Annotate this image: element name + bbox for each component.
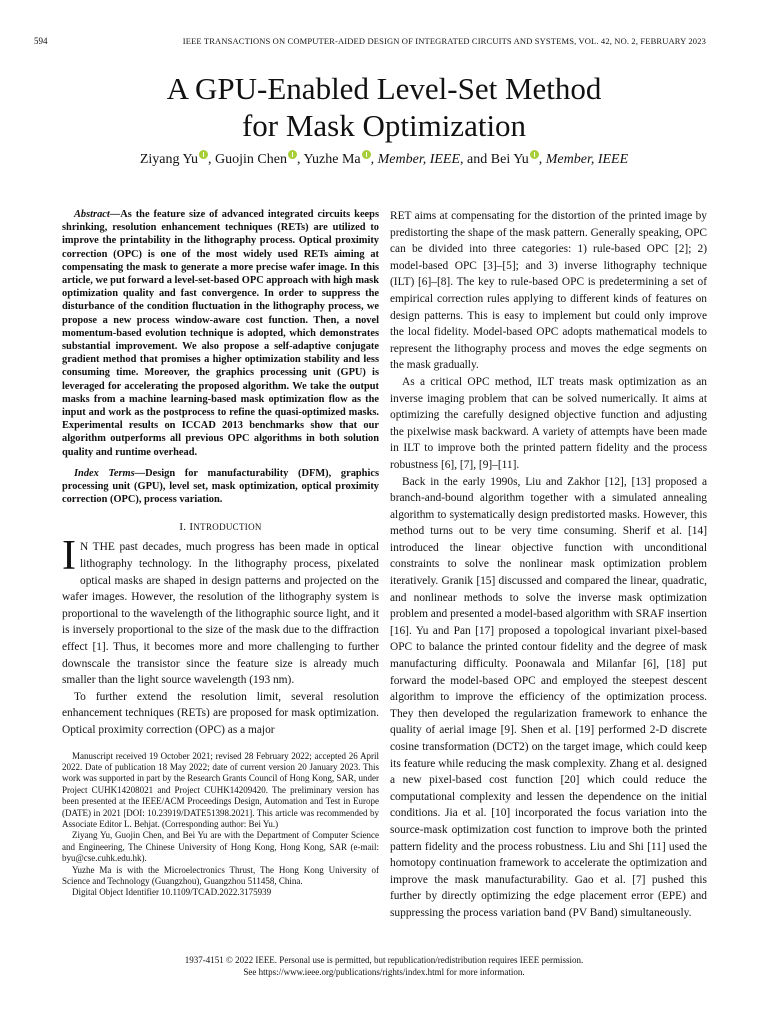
index-terms [62,467,379,507]
index-terms-label: Index Terms— [74,467,146,479]
abstract [62,208,379,459]
author-conjunction: and [467,152,488,167]
footnote-manuscript: Manuscript received 19 October 2021; revised 28 February 2022; accepted 26 April 2022. Date of publication 18 May 2022; date of current version 20 January 2023. This work was supported in part by the Research Grants Council of Hong Kong, SAR, under Project CUHK14208021 and Project CUHK14209420. The preliminary version has been presented at the IEEE/ACM Proceedings Design, Automation and Test in Europe (DATE) in 2021 [DOI: 10.23919/DATE51398.2021]. This article was recommended by Associate Editor L. Behjat. (Corresponding author: Bei Yu.) [62,750,379,830]
section-heading [62,521,379,533]
section-title-first: I [189,521,194,534]
title-line-1: A GPU-Enabled Level-Set Method [166,71,602,106]
paper-title [0,70,768,144]
footnotes [62,751,379,899]
index-terms-text: Design for manufacturability (DFM), graphics processing unit (GPU), level set, mask optimization, optical proximity correction (OPC), process variation. [62,467,379,506]
author-1: Ziyang Yu [139,152,199,167]
orcid-icon[interactable] [288,150,297,159]
page-number: 594 [34,36,48,46]
title-line-2: for Mask Optimization [241,108,527,143]
copyright-line: 1937-4151 © 2022 IEEE. Personal use is permitted, but republication/redistribution requires IEEE permission. [184,955,584,965]
footnote-affiliation-2: Yuzhe Ma is with the Microelectronics Thrust, The Hong Kong University of Science and Technology (Guangzhou), Guangzhou 511458, China. [62,864,379,887]
author-2: Guojin Chen [215,152,287,167]
journal-header: IEEE TRANSACTIONS ON COMPUTER-AIDED DESIGN OF INTEGRATED CIRCUITS AND SYSTEMS, VOL. 42, NO. 2, FEBRUARY 2023 [182,36,706,46]
author-3-role: Member, IEEE [377,152,461,167]
drop-cap: I [62,533,76,580]
footnote-doi: Digital Object Identifier 10.1109/TCAD.2022.3175939 [72,887,272,898]
rights-link-line: See https://www.ieee.org/publications/rights/index.html for more information. [243,967,525,977]
abstract-text: As the feature size of advanced integrated circuits keeps shrinking, resolution enhancement techniques (RETs) are utilized to improve the printability in the lithography process. Optical proximity correction (OPC) is one of the most widely used RETs aiming at compensating the mask to generate a more precise wafer image. In this article, we put forward a level-set-based OPC approach with high mask optimization quality and fast convergence. In order to suppress the disturbance of the condition fluctuation in the lithography process, we propose a new process window-aware cost function. Then, a novel momentum-based evolution technique is adopted, which demonstrates substantial improvement. We also propose a self-adaptive conjugate gradient method that promises a higher optimization stability and less consuming time. Moreover, the graphics processing unit (GPU) is leveraged for accelerating the proposed algorithm. We take the output masks from a machine learning-based mask optimization flow as the input and work as the postprocess to refine the quasi-optimized masks. Experimental results on ICCAD 2013 benchmarks show that our algorithm outperforms all previous OPC algorithms in both solution quality and runtime overhead. [62,209,379,458]
section-number: I. [179,521,187,534]
copyright-footer [0,954,768,978]
intro-paragraph-1-text: N THE past decades, much progress has been made in optical lithography technology. In the lithography process, pixelated optical masks are shaped in design patterns and projected on the wafer images. However, the resolution of the lithography system is proportional to the wavelength of the lithographic source light, and it is inversely proportional to the size of the mask due to the diffraction effect [1]. Thus, it becomes more and more challenging to further downscale the transistor since the feature size is already much smaller than the light source wavelength (193 nm). [62,541,379,687]
orcid-icon[interactable] [362,150,371,159]
abstract-label: Abstract— [74,209,121,220]
orcid-icon[interactable] [199,150,208,159]
author-4: Bei Yu [490,152,529,167]
left-column [62,208,379,899]
author-list: Ziyang Yu , Guojin Chen , Yuzhe Ma , Member, IEEE, and Bei Yu , Member, IEEE [139,152,629,167]
body-paragraph-2: As a critical OPC method, ILT treats mask optimization as an inverse imaging problem that can be solved numerically. It aims at optimizing the carefully designed objective function and adjusting the pixelwise mask backward. A variety of attempts have been made in ILT to improve both the printed pattern fidelity and the process robustness [6], [7], [9]–[11]. [390,375,707,471]
right-column [390,208,707,922]
footnote-affiliation-1: Ziyang Yu, Guojin Chen, and Bei Yu are with the Department of Computer Science and Engineering, The Chinese University of Hong Kong, Hong Kong, SAR (e-mail: byu@cse.cuhk.edu.hk). [62,830,379,864]
section-title-rest: NTRODUCTION [193,522,262,533]
body-paragraph-3: Back in the early 1990s, Liu and Zakhor [12], [13] proposed a branch-and-bound algorithm together with a simulated annealing algorithm to systematically design predistorted masks. However, this method turns out to be very time consuming. Sherif et al. [14] introduced the linear objective function with unconditional constraints to solve the nonlinear mask optimization problem iteratively. Granik [15] discussed and compared the linear, quadratic, and nonlinear methods to solve the inverse mask optimization problem and presented a model-based algorithm with SRAF insertion [16]. Yu and Pan [17] proposed a topological invariant pixel-based OPC to balance the printed contour fidelity and the degree of mask manufacturing difficulty. Poonawala and Milanfar [6], [18] put forward the model-based OPC and employed the steepest descent algorithm to improve the efficiency of the optimization process. They then developed the regularization framework to enhance the quality of aerial image [9]. Shen et al. [19] performed 2-D discrete cosine transformation (DCT2) on the target image, which could keep its feature while reducing the mask complexity. Zhang et al. designed a new pixel-based cost function [20] which could reduce the computational complexity and lessen the dependence on the initial conditions. Jia et al. [10] incorporated the focus variation into the source-mask optimization cost function to improve both the printed pattern fidelity and the process robustness. Liu and Shi [11] used the homotopy continuation framework to accelerate the optimization and improve the mask manufacturability. Gao et al. [7] pushed this further by directly optimizing the edge placement error (EPE) and suppressing the process variation band (PV Band) simultaneously. [390,475,707,919]
intro-paragraph-1 [62,533,379,688]
author-4-role: Member, IEEE [545,152,629,167]
body-paragraph-1: RET aims at compensating for the distortion of the printed image by predistorting the shape of the mask pattern. Generally speaking, OPC can be divided into three categories: 1) rule-based OPC [2]; 2) model-based OPC [3]–[5]; and 3) inverse lithography technique (ILT) [6]–[8]. The key to rule-based OPC is predetermining a set of empirical correction rules applying to different kinds of features on design patterns. This is easy to implement but could only improve the local fidelity. Model-based OPC adopts mathematical models to represent the lithography process and moves the edge segments on the mask gradually. [390,210,707,372]
intro-paragraph-2: To further extend the resolution limit, several resolution enhancement techniques (RETs) are proposed for mask optimization. Optical proximity correction (OPC) as a major [62,690,379,736]
orcid-icon[interactable] [530,150,539,159]
author-3: Yuzhe Ma [303,152,361,167]
